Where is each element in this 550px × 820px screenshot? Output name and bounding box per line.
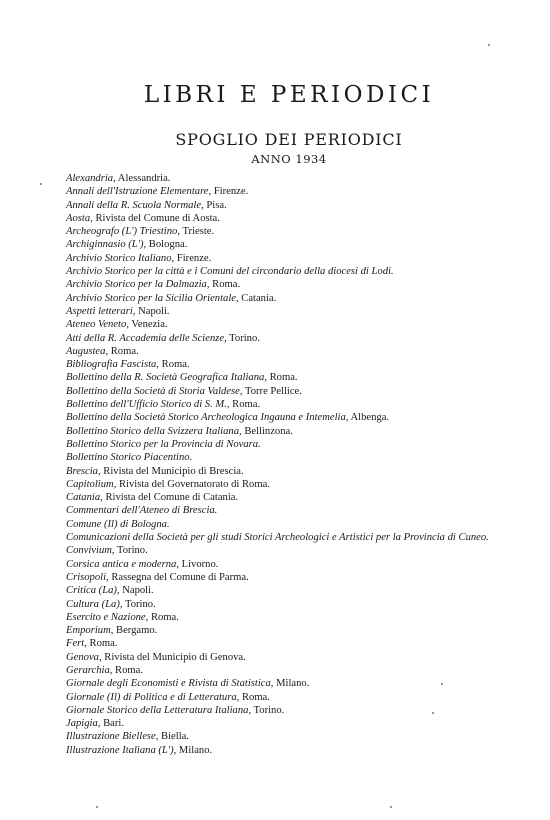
periodical-location: , Roma. xyxy=(206,279,241,291)
periodical-title: Archivio Storico Italiano xyxy=(66,252,172,264)
periodicals-list xyxy=(66,172,541,757)
periodical-location: , Roma. xyxy=(145,611,179,623)
periodical-entry xyxy=(66,411,541,424)
periodical-location: , Catania. xyxy=(235,292,277,304)
periodical-title: Capitolium xyxy=(66,478,114,490)
periodical-location: , Milano. xyxy=(173,744,213,756)
periodical-title: Catania xyxy=(66,492,101,504)
periodical-title: Fert xyxy=(66,638,85,650)
periodical-location: , Bellinzona. xyxy=(239,425,293,437)
periodical-location: , Biella. xyxy=(155,731,189,743)
periodical-entry xyxy=(66,345,541,358)
periodical-title: Comunicazioni della Società per gli studi Storici Archeologici e Artistici per la Provincia di Cuneo. xyxy=(66,532,489,544)
periodical-location: , Milano. xyxy=(270,678,310,690)
periodical-location: , Roma. xyxy=(109,664,144,676)
periodical-location: , Livorno. xyxy=(176,558,219,570)
periodical-entry xyxy=(66,637,541,650)
periodical-title: Ateneo Veneto xyxy=(66,319,127,331)
periodical-title: Esercito e Nazione xyxy=(66,611,146,623)
periodical-title: Aspetti letterari xyxy=(66,305,133,317)
periodical-location: , Napoli. xyxy=(116,585,154,597)
periodical-title: Corsica antica e moderna xyxy=(66,558,177,570)
periodical-location: , Bologna. xyxy=(143,239,188,251)
periodical-location: , Rivista del Comune di Catania. xyxy=(100,492,239,504)
periodical-title: Bollettino della Società Storico Archeologica Ingauna e Intemelia xyxy=(66,412,346,424)
periodical-entry xyxy=(66,305,541,318)
periodical-entry xyxy=(66,371,541,384)
page-title: LIBRI E PERIODICI xyxy=(143,82,435,108)
periodical-entry xyxy=(66,717,541,730)
periodical-title: Japigia xyxy=(66,718,98,730)
periodical-entry xyxy=(66,691,541,704)
periodical-entry xyxy=(66,664,541,677)
periodical-entry xyxy=(66,531,541,544)
periodical-title: Bollettino dell'Ufficio Storico di S. M. xyxy=(66,399,227,411)
print-speck xyxy=(96,806,98,808)
periodical-location: , Rassegna del Comune di Parma. xyxy=(106,571,249,583)
year-heading: ANNO 1934 xyxy=(251,152,327,166)
print-speck xyxy=(390,806,392,808)
periodical-entry xyxy=(66,199,541,212)
periodical-title: Genova xyxy=(66,651,99,663)
periodical-location: , Roma. xyxy=(84,638,118,650)
periodical-title: Illustrazione Italiana (L') xyxy=(66,744,174,756)
periodical-title: Atti della R. Accademia delle Scienze xyxy=(66,332,225,344)
periodical-entry xyxy=(66,730,541,743)
periodical-title: Commentari dell'Ateneo di Brescia. xyxy=(66,505,218,517)
periodical-entry xyxy=(66,677,541,690)
periodical-location: , Firenze. xyxy=(208,186,249,198)
periodical-title: Emporium xyxy=(66,625,111,637)
periodical-location: , Torino. xyxy=(224,332,260,344)
periodical-entry xyxy=(66,465,541,478)
periodical-title: Comune (Il) di Bologna. xyxy=(66,518,170,530)
periodical-entry xyxy=(66,225,541,238)
periodical-entry xyxy=(66,172,541,185)
periodical-location: , Alessandria. xyxy=(113,173,171,184)
periodical-title: Archivio Storico per la città e i Comuni del circondario della diocesi di Lodi. xyxy=(66,266,394,278)
print-speck xyxy=(488,44,490,46)
periodical-entry xyxy=(66,584,541,597)
periodical-entry xyxy=(66,491,541,504)
periodical-entry xyxy=(66,571,541,584)
periodical-location: , Roma. xyxy=(105,345,139,357)
periodical-title: Archivio Storico per la Dalmazia xyxy=(66,279,207,291)
periodical-title: Giornale degli Economisti e Rivista di Statistica xyxy=(66,678,271,690)
periodical-entry xyxy=(66,292,541,305)
periodical-entry xyxy=(66,385,541,398)
periodical-entry xyxy=(66,478,541,491)
periodical-title: Alexandria xyxy=(66,173,114,184)
periodical-title: Aosta xyxy=(66,212,91,224)
periodical-entry xyxy=(66,358,541,371)
periodical-location: , Napoli. xyxy=(132,305,170,317)
periodical-title: Archiginnasio (L') xyxy=(66,239,144,251)
periodical-entry xyxy=(66,451,541,464)
periodical-entry xyxy=(66,265,541,278)
periodical-location: , Roma. xyxy=(264,372,298,384)
periodical-title: Crisopoli xyxy=(66,571,107,583)
periodical-entry xyxy=(66,438,541,451)
periodical-title: Cultura (La) xyxy=(66,598,120,610)
periodical-title: Augustea xyxy=(66,345,106,357)
periodical-entry xyxy=(66,558,541,571)
periodical-entry xyxy=(66,544,541,557)
periodical-location: , Venezia. xyxy=(126,319,168,331)
periodical-location: , Torino. xyxy=(119,598,156,610)
periodical-entry xyxy=(66,238,541,251)
periodical-title: Bollettino della R. Società Geografica Italiana xyxy=(66,372,265,384)
print-speck xyxy=(40,183,42,185)
periodical-location: , Torre Pellice. xyxy=(239,385,302,397)
periodical-entry xyxy=(66,598,541,611)
periodical-entry xyxy=(66,651,541,664)
periodical-entry xyxy=(66,504,541,517)
periodical-title: Archivio Storico per la Sicilia Orientale xyxy=(66,292,236,304)
periodical-title: Brescia xyxy=(66,465,98,477)
periodical-entry xyxy=(66,398,541,411)
periodical-location: , Rivista del Municipio di Genova. xyxy=(98,651,246,663)
periodical-title: Archeografo (L') Triestino xyxy=(66,226,178,238)
periodical-title: Critica (La) xyxy=(66,585,117,597)
periodical-entry xyxy=(66,624,541,637)
periodical-entry xyxy=(66,518,541,531)
periodical-title: Giornale Storico della Letteratura Italiana xyxy=(66,704,249,716)
periodical-entry xyxy=(66,185,541,198)
periodical-location: , Torino. xyxy=(248,704,285,716)
periodical-entry xyxy=(66,252,541,265)
periodical-title: Annali della R. Scuola Normale xyxy=(66,199,202,211)
periodical-location: , Bergamo. xyxy=(110,625,158,637)
periodical-location: , Rivista del Governatorato di Roma. xyxy=(113,478,270,490)
periodical-location: , Rivista del Municipio di Brescia. xyxy=(97,465,244,477)
periodical-title: Bollettino Storico Piacentino. xyxy=(66,452,193,464)
periodical-title: Bollettino Storico della Svizzera Italiana xyxy=(66,425,240,437)
periodical-location: , Torino. xyxy=(111,545,148,557)
periodical-title: Convivium xyxy=(66,545,112,557)
periodical-location: , Pisa. xyxy=(201,199,227,211)
print-speck xyxy=(432,712,434,714)
periodical-entry xyxy=(66,611,541,624)
periodical-location: , Albenga. xyxy=(345,412,390,424)
periodical-location: , Roma. xyxy=(236,691,270,703)
periodical-title: Gerarchia xyxy=(66,664,110,676)
periodical-title: Bollettino della Società di Storia Valdese xyxy=(66,385,240,397)
periodical-location: , Rivista del Comune di Aosta. xyxy=(90,212,220,224)
periodical-entry xyxy=(66,744,541,757)
print-speck xyxy=(441,683,443,685)
periodical-location: , Firenze. xyxy=(171,252,212,264)
periodical-title: Bibliografia Fascista xyxy=(66,359,157,371)
periodical-entry xyxy=(66,332,541,345)
periodical-location: , Roma. xyxy=(226,399,261,411)
periodical-location: , Roma. xyxy=(156,359,190,371)
periodical-title: Giornale (Il) di Politica e di Letteratura xyxy=(66,691,237,703)
periodical-entry xyxy=(66,318,541,331)
periodical-entry xyxy=(66,704,541,717)
periodical-title: Bollettino Storico per la Provincia di Novara. xyxy=(66,438,261,450)
periodical-entry xyxy=(66,278,541,291)
periodical-location: , Trieste. xyxy=(177,226,215,238)
periodical-title: Annali dell'Istruzione Elementare xyxy=(66,186,209,198)
periodical-entry xyxy=(66,425,541,438)
section-subtitle: SPOGLIO DEI PERIODICI xyxy=(175,130,403,149)
periodical-location: , Bari. xyxy=(97,718,124,730)
periodical-title: Illustrazione Biellese xyxy=(66,731,156,743)
periodical-entry xyxy=(66,212,541,225)
